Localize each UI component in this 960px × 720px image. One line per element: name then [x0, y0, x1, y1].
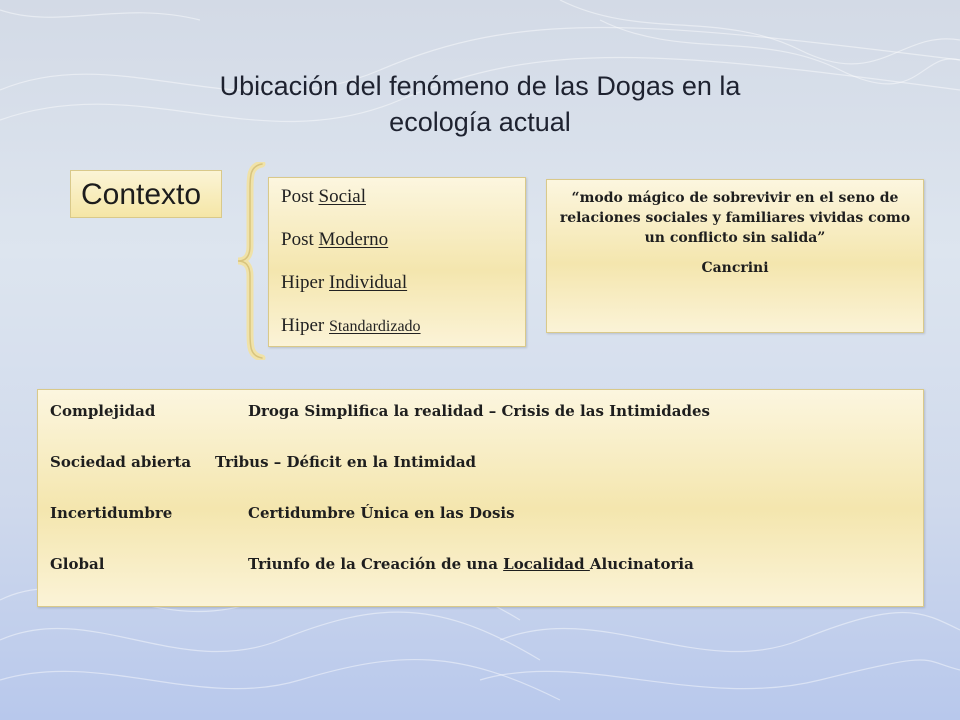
- post-prefix: Post: [281, 186, 314, 207]
- post-word: Moderno: [318, 229, 389, 250]
- relation-result: [215, 452, 476, 472]
- relation-term: Incertidumbre: [50, 504, 173, 522]
- relation-row-complejidad: [50, 401, 911, 452]
- post-word: Individual: [329, 272, 408, 293]
- relation-result: [248, 503, 515, 523]
- relation-result-text-end: Alucinatoria: [589, 555, 694, 573]
- title-line-1: Ubicación del fenómeno de las Dogas en la: [219, 71, 741, 101]
- relation-result: [248, 554, 694, 574]
- post-prefix: Post: [281, 229, 314, 250]
- post-item-moderno: [281, 229, 513, 251]
- relation-result-text: Certidumbre Única en las Dosis: [248, 504, 515, 522]
- relation-term: Complejidad: [50, 402, 156, 420]
- post-item-standardizado: [281, 315, 513, 338]
- relation-result-text: Triunfo de la Creación de una: [248, 555, 504, 573]
- post-item-social: [281, 186, 513, 208]
- post-word: Standardizado: [329, 318, 421, 335]
- relation-result: [248, 401, 710, 421]
- post-prefix: Hiper: [281, 315, 325, 336]
- quote-text: “modo mágico de sobrevivir en el seno de relaciones sociales y familiares vividas como un conflicto sin salida”: [559, 190, 911, 246]
- relations-box: [37, 389, 924, 607]
- relation-result-underlined: Localidad: [503, 555, 590, 573]
- relation-term: Global: [50, 555, 105, 573]
- relation-term: Sociedad abierta: [50, 453, 192, 471]
- post-prefix: Hiper: [281, 272, 325, 293]
- left-brace-icon: [236, 162, 266, 360]
- slide-title: [120, 68, 840, 140]
- context-box: Contexto: [70, 170, 222, 218]
- post-item-individual: [281, 272, 513, 294]
- relation-result-text: Tribus – Déficit en la Intimidad: [215, 453, 477, 471]
- relation-result-text: Droga Simplifica la realidad – Crisis de las Intimidades: [248, 402, 710, 420]
- post-list-box: [268, 177, 526, 347]
- quote-box: [546, 179, 924, 333]
- relation-row-sociedad-abierta: [50, 452, 911, 503]
- quote-author: Cancrini: [701, 260, 769, 276]
- relation-row-global: [50, 554, 911, 605]
- post-word: Social: [318, 186, 366, 207]
- relation-row-incertidumbre: [50, 503, 911, 554]
- title-line-2: ecología actual: [389, 107, 571, 137]
